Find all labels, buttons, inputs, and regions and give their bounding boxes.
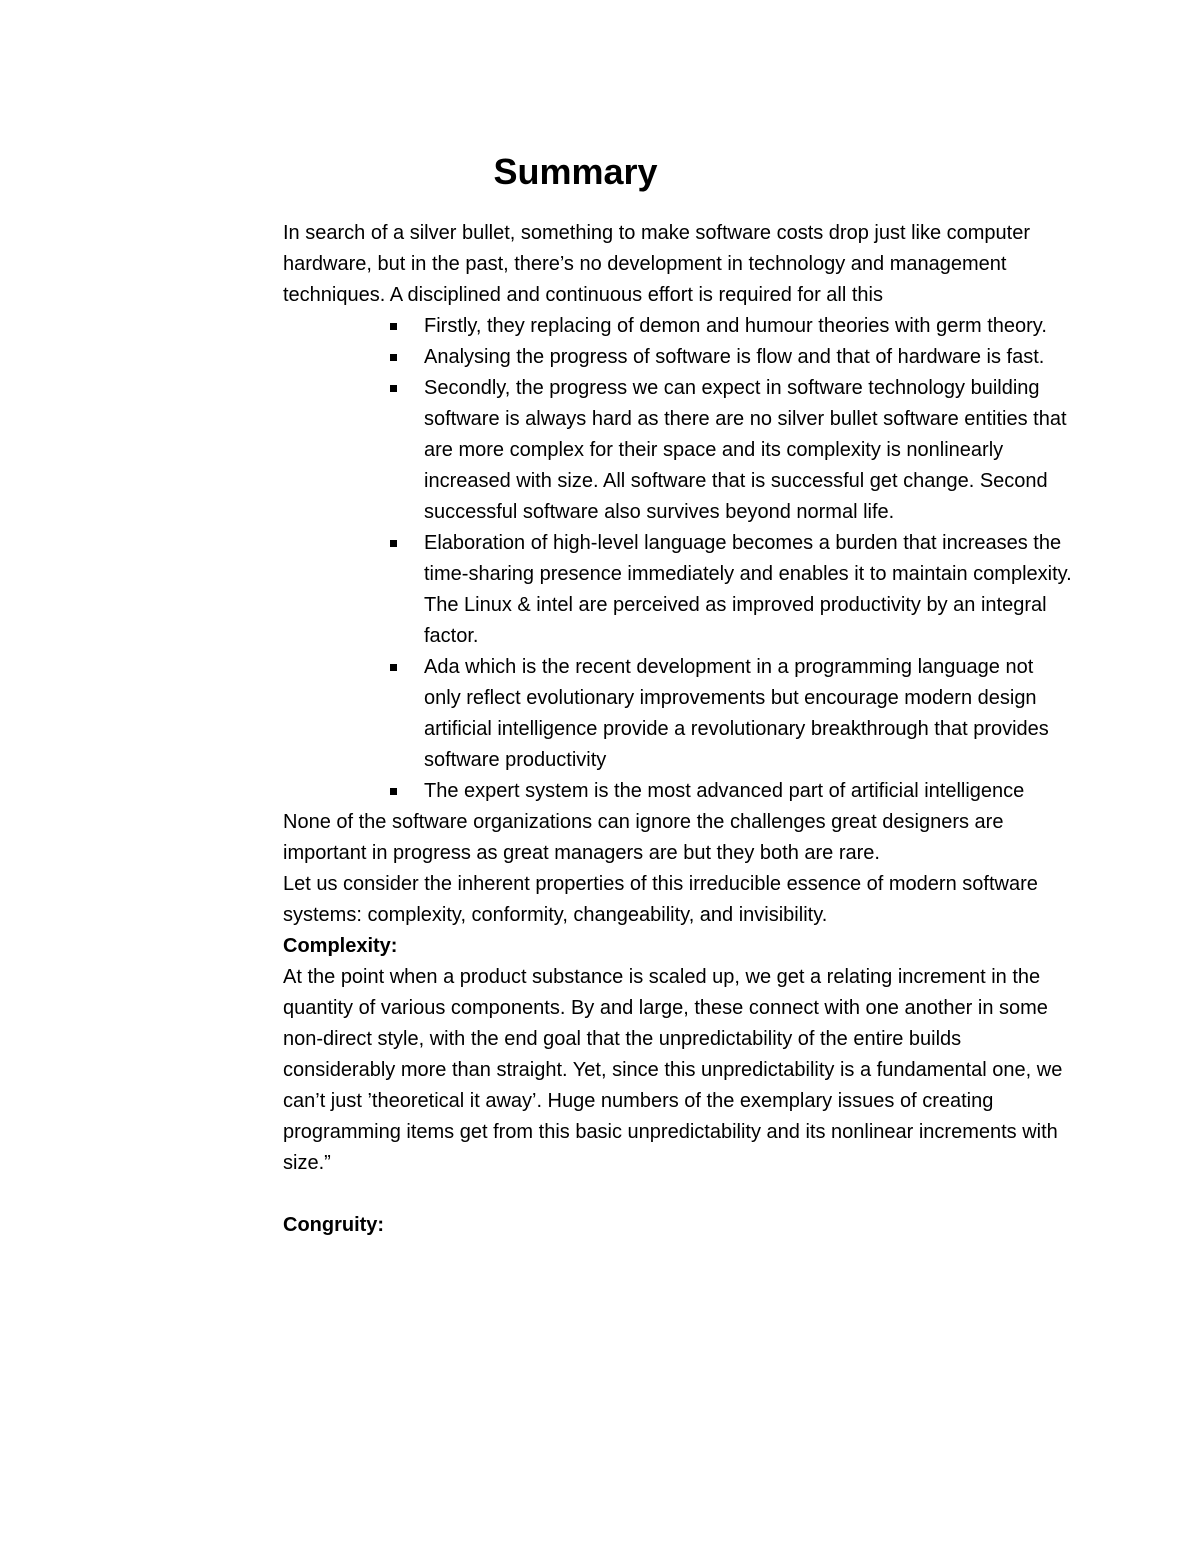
bullet-text: Elaboration of high-level language becomes a burden that increases the time-sharing presence immediately and enables it to maintain complexity. The Linux & intel are perceived as improved productivity by an integral factor. bbox=[424, 532, 1072, 647]
blank-line bbox=[283, 1179, 1073, 1210]
square-bullet-icon bbox=[390, 354, 397, 361]
square-bullet-icon bbox=[390, 323, 397, 330]
challenges-paragraph: None of the software organizations can ignore the challenges great designers are important in progress as great managers are but they both are rare. bbox=[283, 811, 1004, 864]
bullet-item bbox=[424, 652, 1073, 776]
bullet-text: Secondly, the progress we can expect in software technology building software is always hard as there are no silver bullet software entities that are more complex for their space and its complexity is nonlinearly increased with size. All software that is successful get change. Second successful software also survives beyond normal life. bbox=[424, 377, 1067, 523]
properties-paragraph: Let us consider the inherent properties of this irreducible essence of modern software systems: complexity, conformity, changeability, and invisibility. bbox=[283, 873, 1038, 926]
page-title: Summary bbox=[493, 151, 658, 192]
intro-paragraph: In search of a silver bullet, something to make software costs drop just like computer hardware, but in the past, there’s no development in technology and management techniques. A disciplined and continuous effort is required for all this bbox=[283, 222, 1031, 306]
square-bullet-icon bbox=[390, 540, 397, 547]
bullet-item bbox=[424, 373, 1073, 528]
square-bullet-icon bbox=[390, 385, 397, 392]
bullet-text: Ada which is the recent development in a programming language not only reflect evolutionary improvements but encourage modern design artificial intelligence provide a revolutionary breakthrough that provides software productivity bbox=[424, 656, 1049, 771]
square-bullet-icon bbox=[390, 788, 397, 795]
complexity-paragraph: At the point when a product substance is scaled up, we get a relating increment in the quantity of various components. By and large, these connect with one another in some non-direct style, with the end goal that the unpredictability of the entire builds considerably more than straight. Yet, since this unpredictability is a fundamental one, we can’t just ’theoretical it away’. Huge numbers of the exemplary issues of creating programming items get from this basic unpredictability and its nonlinear increments with size.” bbox=[283, 966, 1063, 1174]
bullet-item bbox=[424, 528, 1073, 652]
document-body bbox=[283, 150, 1073, 1241]
square-bullet-icon bbox=[390, 664, 397, 671]
bullet-text: Analysing the progress of software is flow and that of hardware is fast. bbox=[424, 346, 1045, 368]
congruity-heading: Congruity: bbox=[283, 1214, 385, 1236]
bullet-item bbox=[424, 311, 1073, 342]
complexity-heading: Complexity: bbox=[283, 935, 398, 957]
bullet-list bbox=[283, 311, 1073, 807]
bullet-text: The expert system is the most advanced part of artificial intelligence bbox=[424, 780, 1025, 802]
bullet-item bbox=[424, 342, 1073, 373]
bullet-item bbox=[424, 776, 1073, 807]
bullet-text: Firstly, they replacing of demon and humour theories with germ theory. bbox=[424, 315, 1047, 337]
